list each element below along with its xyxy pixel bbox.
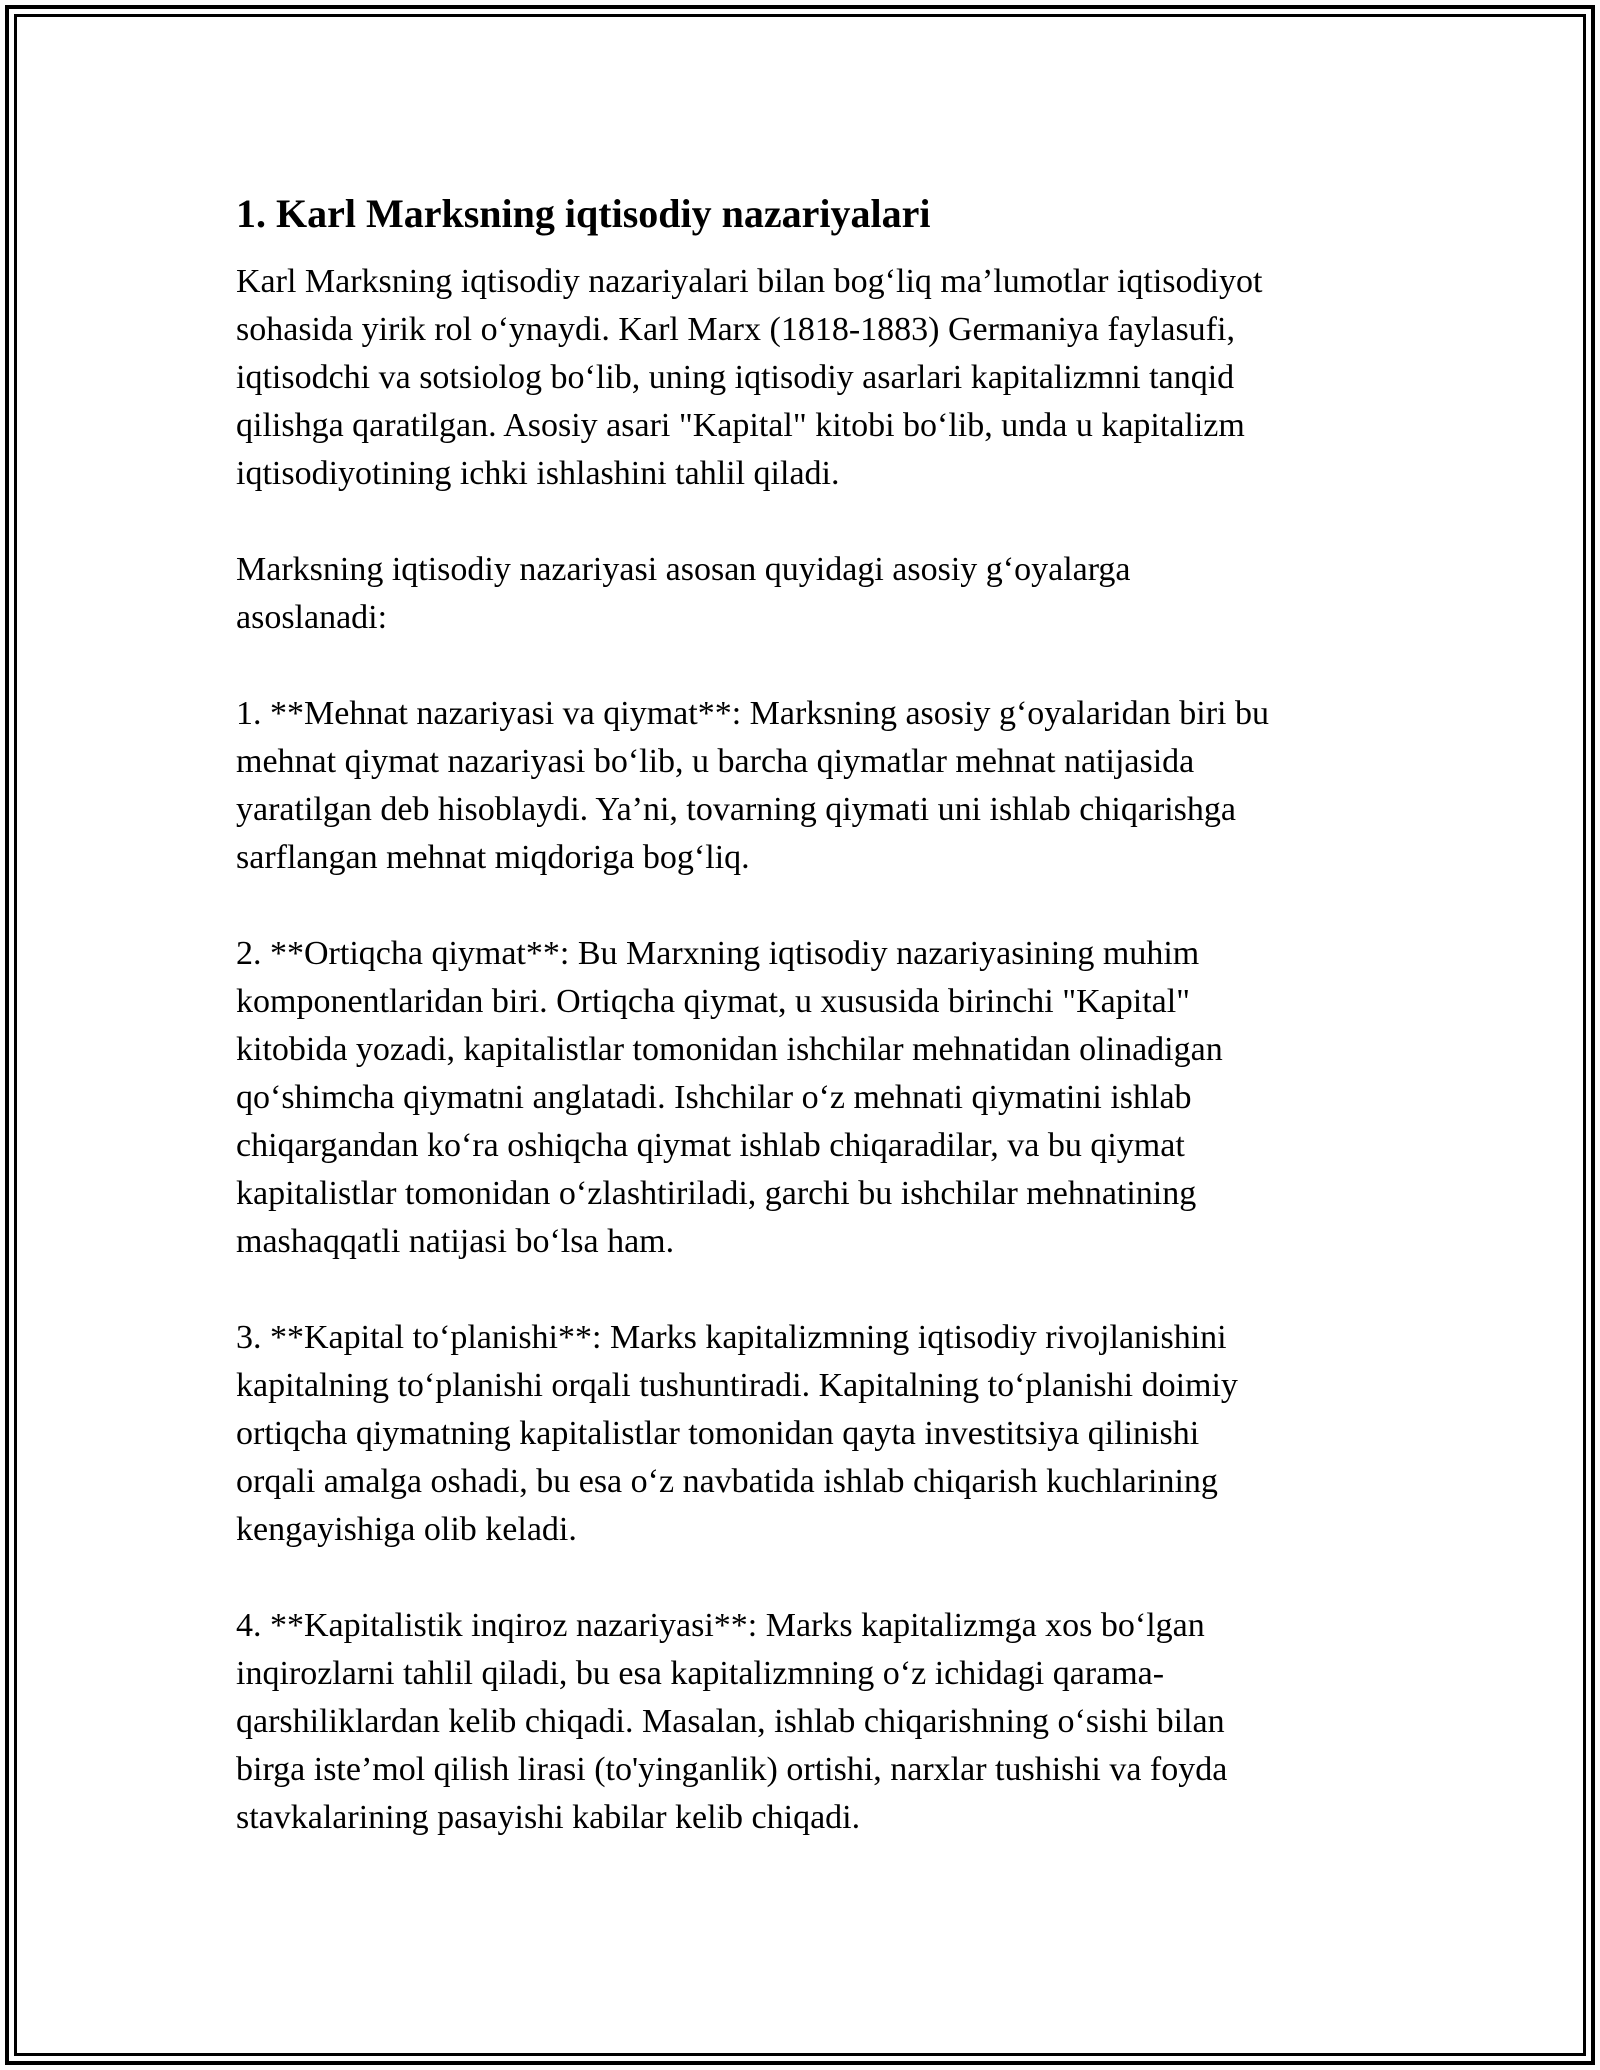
ideas-intro-paragraph: Marksning iqtisodiy nazariyasi asosan quyidagi asosiy g‘oyalarga asoslanadi: xyxy=(236,551,1131,636)
section-heading: 1. Karl Marksning iqtisodiy nazariyalari xyxy=(236,191,931,236)
list-item-crisis-theory: 4. **Kapitalistik inqiroz nazariyasi**: Marks kapitalizmga xos bo‘lgan inqirozlarni tahlil qiladi, bu esa kapitalizmning o‘z ichidagi qarama- qarshiliklardan kelib chiqadi. Masalan, ishlab chiqarishning o‘sishi bilan birga iste’mol qilish lirasi (to'yinganlik) ortishi, narxlar tushishi va foyda stavkalarining pasayishi kabilar kelib chiqadi. xyxy=(236,1607,1228,1836)
intro-paragraph: Karl Marksning iqtisodiy nazariyalari bilan bog‘liq ma’lumotlar iqtisodiyot sohasida yirik rol o‘ynaydi. Karl Marx (1818-1883) Germaniya faylasufi, iqtisodchi va sotsiolog bo‘lib, uning iqtisodiy asarlari kapitalizmni tanqid qilishga qaratilgan. Asosiy asari "Kapital" kitobi bo‘lib, unda u kapitalizm iqtisodiyotining ichki ishlashini tahlil qiladi. xyxy=(236,263,1263,492)
list-item-capital-accumulation: 3. **Kapital to‘planishi**: Marks kapitalizmning iqtisodiy rivojlanishini kapitalning to‘planishi orqali tushuntiradi. Kapitalning to‘planishi doimiy ortiqcha qiymatning kapitalistlar tomonidan qayta investitsiya qilinishi orqali amalga oshadi, bu esa o‘z navbatida ishlab chiqarish kuchlarining kengayishiga olib keladi. xyxy=(236,1319,1238,1548)
document-body xyxy=(236,188,1366,1842)
list-item-labor-theory: 1. **Mehnat nazariyasi va qiymat**: Marksning asosiy g‘oyalaridan biri bu mehnat qiymat nazariyasi bo‘lib, u barcha qiymatlar mehnat natijasida yaratilgan deb hisoblaydi. Ya’ni, tovarning qiymati uni ishlab chiqarishga sarflangan mehnat miqdoriga bog‘liq. xyxy=(236,695,1269,876)
list-item-surplus-value: 2. **Ortiqcha qiymat**: Bu Marxning iqtisodiy nazariyasining muhim komponentlaridan biri. Ortiqcha qiymat, u xususida birinchi "Kapital" kitobida yozadi, kapitalistlar tomonidan ishchilar mehnatidan olinadigan qo‘shimcha qiymatni anglatadi. Ishchilar o‘z mehnati qiymatini ishlab chiqargandan ko‘ra oshiqcha qiymat ishlab chiqaradilar, va bu qiymat kapitalistlar tomonidan o‘zlashtiriladi, garchi bu ishchilar mehnatining mashaqqatli natijasi bo‘lsa ham. xyxy=(236,935,1223,1260)
